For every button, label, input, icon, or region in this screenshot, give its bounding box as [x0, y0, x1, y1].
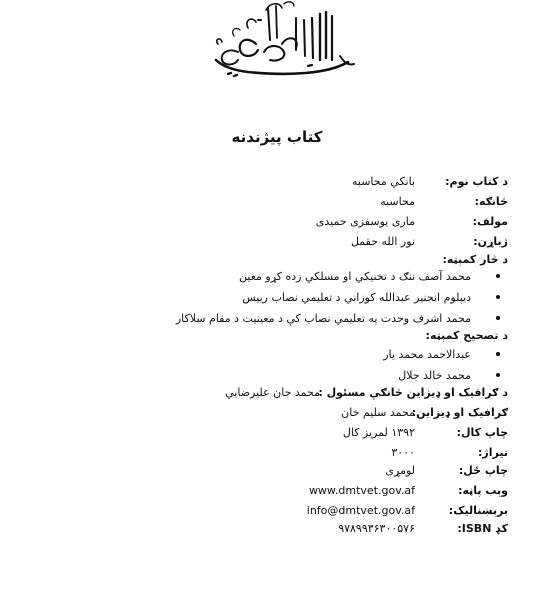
- credit-row-graphics-head: [225, 385, 508, 401]
- info-value: بانکي محاسبه: [352, 175, 415, 188]
- info-label: ژباړن:: [473, 235, 508, 248]
- supervision-committee-list: [176, 266, 500, 329]
- page-title: کتاب پیژندنه: [231, 128, 323, 146]
- credit-value: محمد سلیم خان: [341, 406, 415, 419]
- info-label: د کتاب نوم:: [445, 175, 508, 188]
- list-item: عبدالاحمد محمد یار: [383, 344, 500, 365]
- credit-value: ۱۳۹۲ لمريز کال: [342, 426, 415, 439]
- credit-label: تيراژ:: [478, 446, 508, 459]
- supervision-committee-heading: د څار کمېټه:: [442, 253, 508, 266]
- calligraphy-image: [208, 0, 358, 86]
- bullet-icon: [496, 352, 500, 356]
- credit-row-print-run: [391, 445, 508, 461]
- bullet-icon: [496, 274, 500, 278]
- correction-committee-list: [383, 344, 500, 386]
- credit-row-edition: [385, 463, 508, 479]
- info-value: نور الله حقمل: [350, 235, 415, 248]
- bullet-icon: [496, 373, 500, 377]
- list-item: محمد اشرف وحدت په تعليمي نصاب کې د معينيت د مقام سلاکار: [176, 308, 500, 329]
- list-item: دیپلوم انجنیر عبدالله کوزاني د تعلیمي نصاب رییس: [176, 287, 500, 308]
- credit-value: لومړی: [385, 464, 415, 477]
- credit-label: برېښنالیک:: [448, 504, 508, 517]
- info-value: محاسبه: [380, 195, 415, 208]
- credit-value: ۳۰۰۰: [391, 446, 415, 459]
- credit-label: چاپ کال:: [456, 426, 508, 439]
- credit-value: محمد جان عليرضايي: [225, 386, 320, 399]
- credit-row-isbn: [338, 521, 508, 537]
- list-item: محمد آصف ننګ د تخنيکي او مسلکي زده کړو معين: [176, 266, 500, 287]
- credit-label: د ګرافیک او ډیزاین څانګې مسئول :: [318, 386, 508, 399]
- info-row-book-name: [352, 174, 508, 190]
- bullet-icon: [496, 316, 500, 320]
- credit-label: ګرافیک او ډیزاین:: [411, 406, 508, 419]
- correction-committee-heading: د تصحیح کمېټه:: [425, 329, 508, 342]
- info-row-department: [380, 194, 508, 210]
- info-row-translator: [350, 234, 508, 250]
- credit-row-graphics-design: [341, 405, 508, 421]
- credit-row-website: [308, 483, 508, 499]
- credit-value: ۹۷۸۹۹۳۶۳۰۰۵۷۶: [338, 522, 415, 535]
- website-link[interactable]: www.dmtvet.gov.af: [308, 484, 415, 497]
- basmala-calligraphy: [208, 0, 358, 86]
- info-value: ماری یوسفزی حمیدی: [315, 215, 415, 228]
- credit-row-email: [306, 503, 508, 519]
- bullet-icon: [496, 295, 500, 299]
- credit-label: چاپ ځل:: [458, 464, 508, 477]
- email-link[interactable]: info@dmtvet.gov.af: [306, 504, 415, 517]
- credit-label: کډ ISBN:: [457, 522, 508, 535]
- credit-row-print-year: [342, 425, 508, 441]
- info-row-author: [315, 214, 508, 230]
- info-label: څانګه:: [474, 195, 508, 208]
- info-label: مولف:: [472, 215, 508, 228]
- list-item: محمد خالد جلال: [383, 365, 500, 386]
- credit-label: وېب پاڼه:: [458, 484, 508, 497]
